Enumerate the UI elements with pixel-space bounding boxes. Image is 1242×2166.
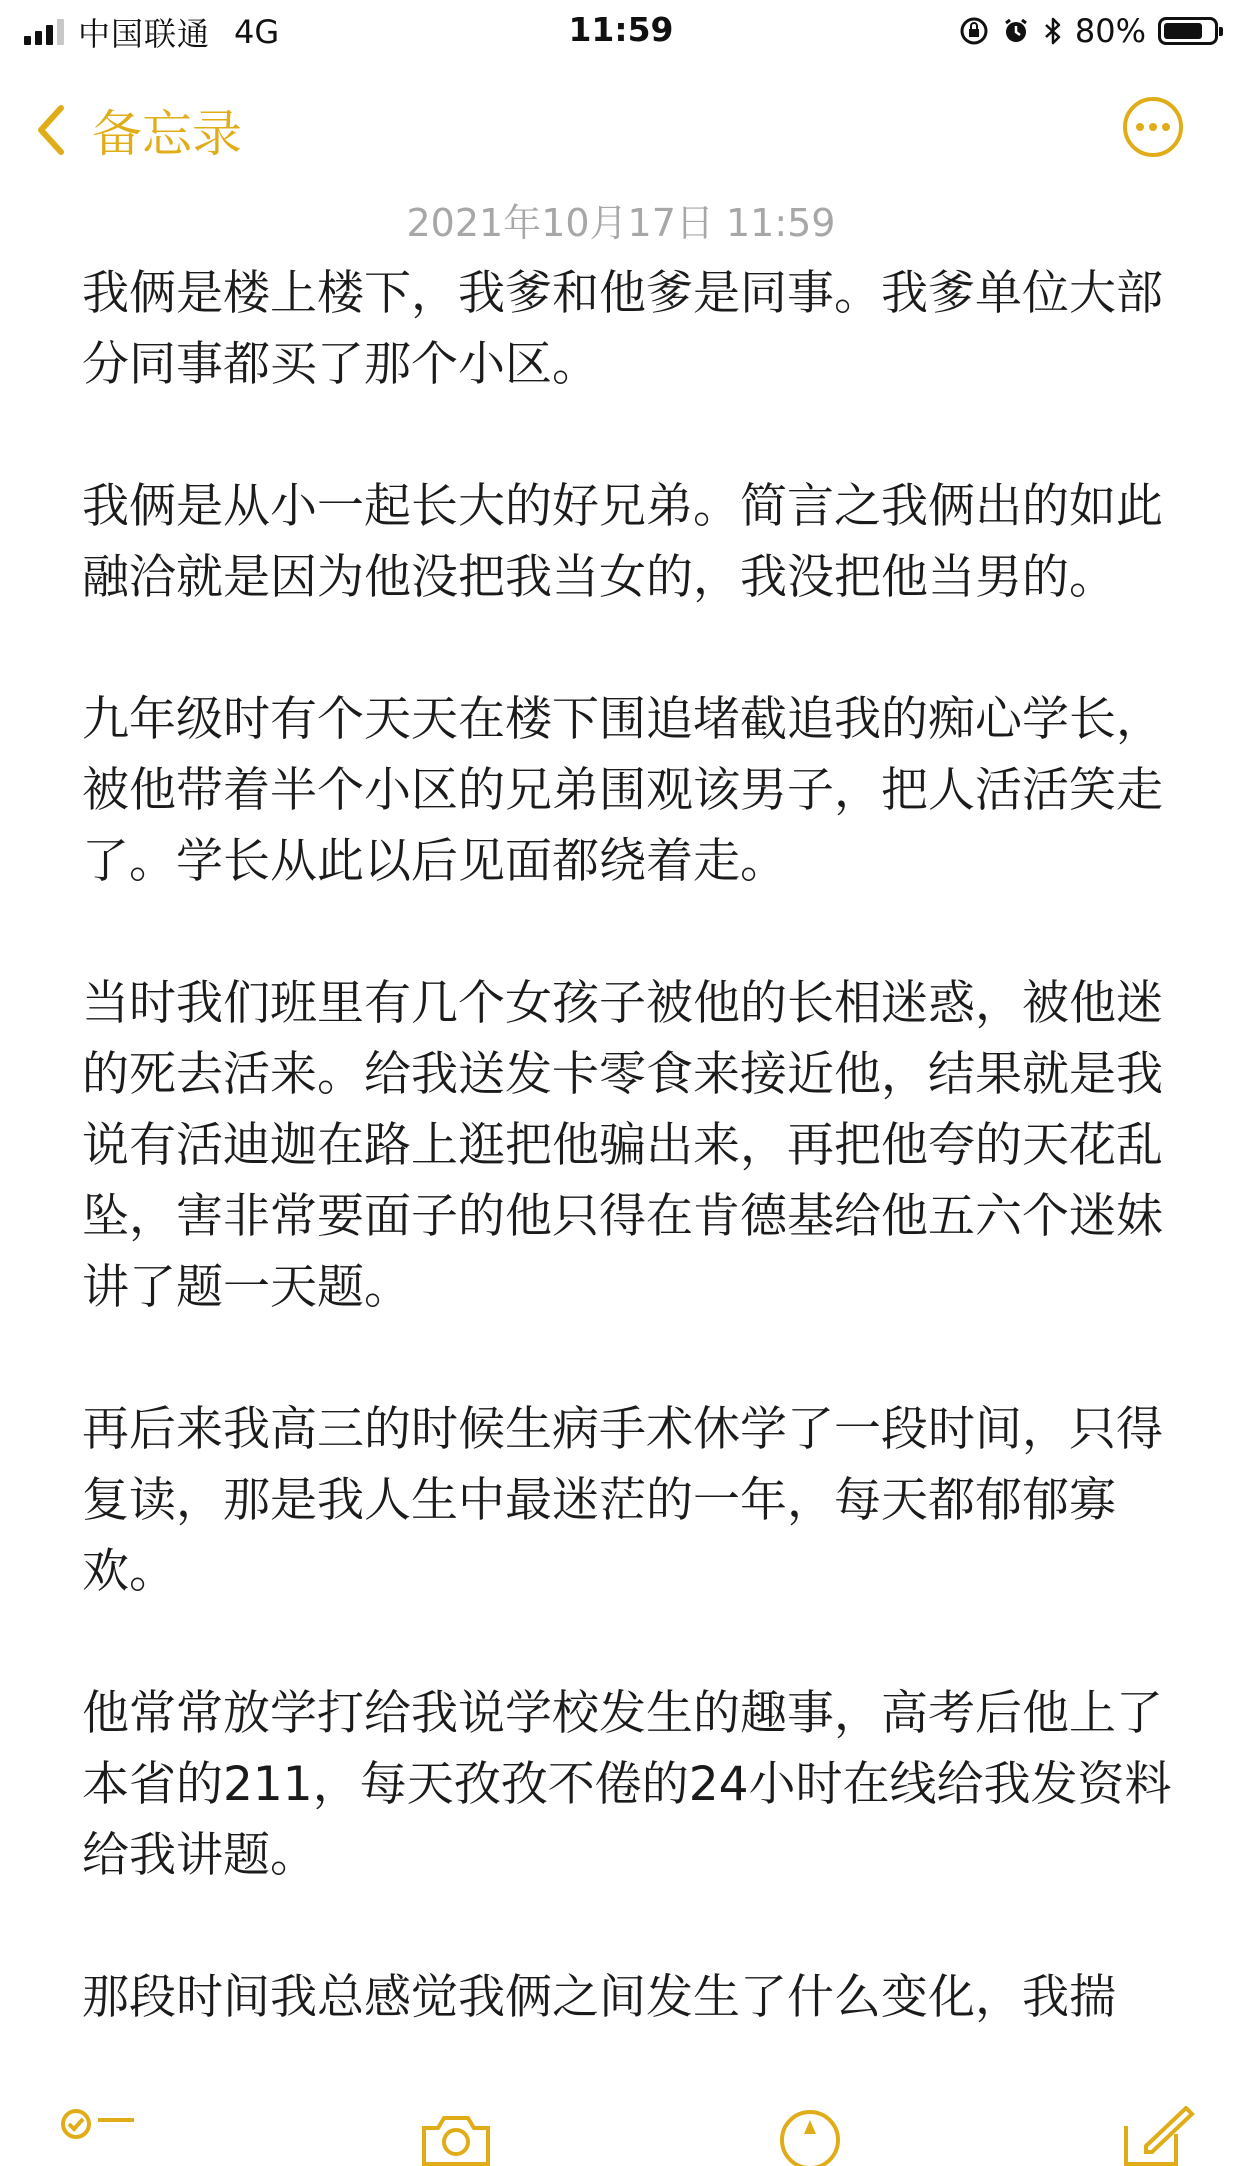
chevron-left-icon xyxy=(36,104,66,156)
note-date: 2021年10月17日 11:59 xyxy=(406,201,836,245)
alarm-icon xyxy=(1001,16,1031,46)
note-paragraph: 他常常放学打给我说学校发生的趣事，高考后他上了本省的211，每天孜孜不倦的24小时在线给我发资料给我讲题。 xyxy=(82,1686,1172,1883)
note-paragraph: 我俩是楼上楼下，我爹和他爹是同事。我爹单位大部分同事都买了那个小区。 xyxy=(82,266,1163,392)
pen-circle-icon[interactable] xyxy=(770,2106,850,2166)
battery-percent: 80% xyxy=(1074,12,1146,50)
carrier-name: 中国联通 xyxy=(78,15,211,53)
note-paragraph: 那段时间我总感觉我俩之间发生了什么变化，我揣 xyxy=(82,1970,1116,2025)
note-paragraph: 当时我们班里有几个女孩子被他的长相迷惑，被他迷的死去活来。给我送发卡零食来接近他，结果就是我说有活迪迦在路上逛把他骗出来，再把他夸的天花乱坠，害非常要面子的他只得在肯德基给他五六个迷妹讲了题一天题。 xyxy=(82,976,1163,1315)
checklist-icon[interactable] xyxy=(60,2106,140,2166)
ellipsis-circle-icon[interactable] xyxy=(1122,96,1184,158)
back-button[interactable] xyxy=(36,92,242,168)
bottom-toolbar xyxy=(0,2100,1242,2160)
note-paragraph: 再后来我高三的时候生病手术休学了一段时间，只得复读，那是我人生中最迷茫的一年，每天都郁郁寡欢。 xyxy=(82,1402,1163,1599)
battery-fill xyxy=(1164,23,1202,39)
note-body[interactable] xyxy=(82,258,1172,2104)
orientation-lock-icon xyxy=(959,16,989,46)
status-time: 11:59 xyxy=(568,10,674,49)
back-label: 备忘录 xyxy=(92,105,242,163)
status-bar xyxy=(0,0,1242,64)
network-type: 4G xyxy=(234,13,280,51)
camera-icon[interactable] xyxy=(416,2106,496,2166)
status-right xyxy=(959,10,1218,52)
bluetooth-icon xyxy=(1043,16,1063,46)
note-paragraph: 我俩是从小一起长大的好兄弟。简言之我俩出的如此融洽就是因为他没把我当女的，我没把他当男的。 xyxy=(82,479,1163,605)
navigation-bar xyxy=(0,82,1242,178)
battery-icon xyxy=(1158,17,1218,45)
compose-icon[interactable] xyxy=(1116,2106,1196,2166)
note-paragraph: 九年级时有个天天在楼下围追堵截追我的痴心学长，被他带着半个小区的兄弟围观该男子，把人活活笑走了。学长从此以后见面都绕着走。 xyxy=(82,692,1163,889)
